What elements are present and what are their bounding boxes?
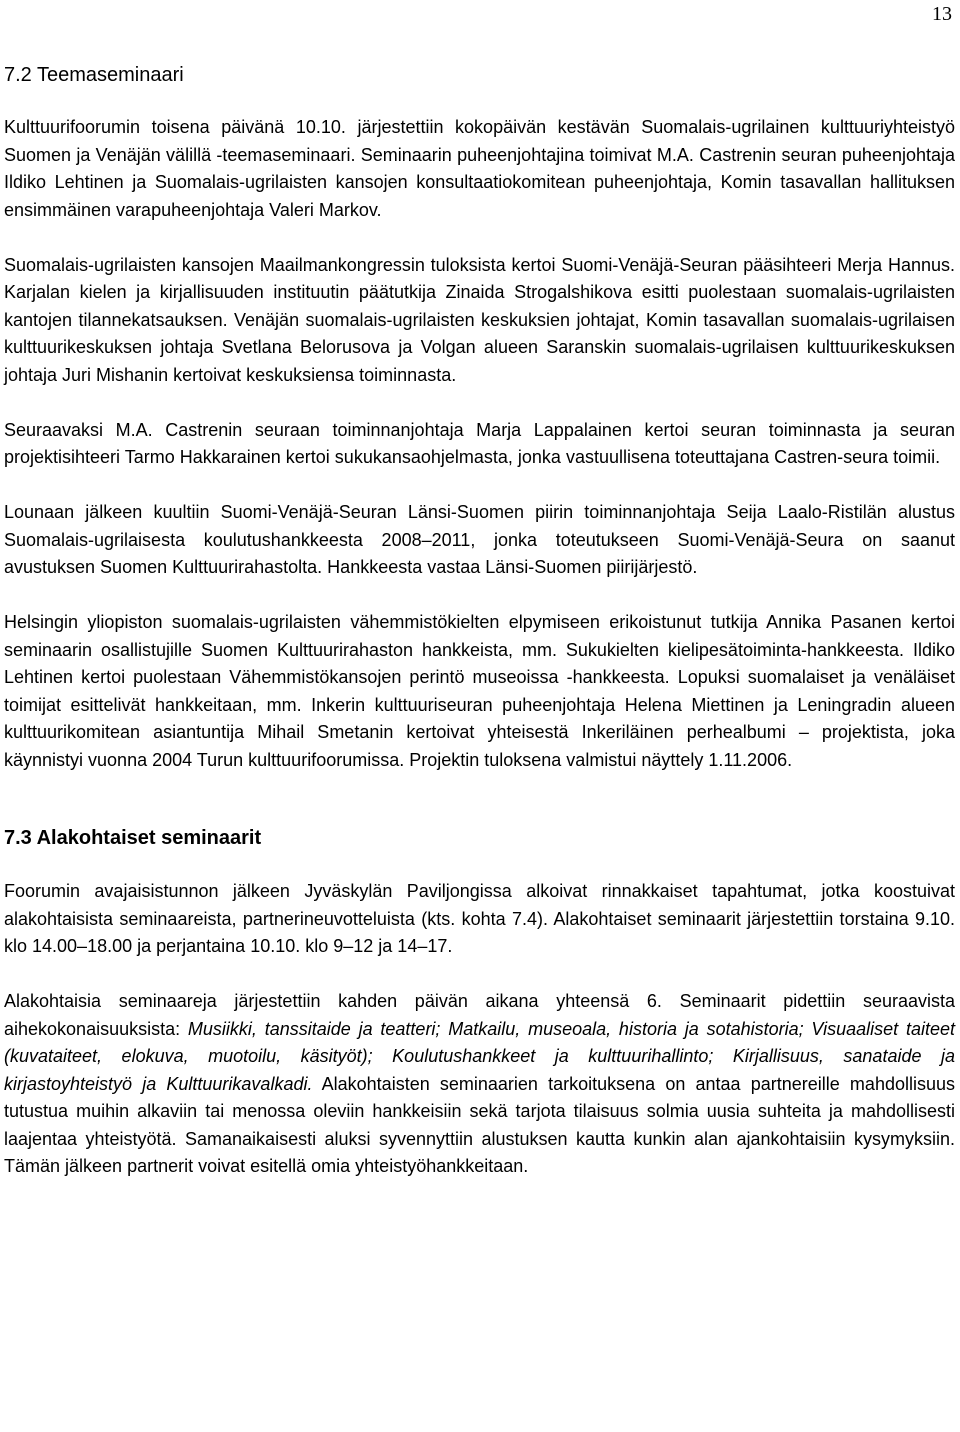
section-heading-7-3: 7.3 Alakohtaiset seminaarit — [4, 827, 262, 849]
seminar-topics: Musiikki, tanssitaide ja teatteri; Matkailu, museoala, historia ja sotahistoria; Visuaaliset taiteet (kuvataiteet, elokuva, muotoilu, käsityöt); Koulutushankkeet ja kulttuurihallinto; Kirjallisuus, sanataide ja kirjastoyhteistyö ja Kulttuurikavalkadi. — [4, 1018, 955, 1094]
paragraph: Helsingin yliopiston suomalais-ugrilaisten vähemmistökielten elpymiseen erikoistunut tutkija Annika Pasanen kertoi seminaarin osallistujille Suomen Kulttuurirahaston hankkeista, mm. Sukukielten kielipesätoiminta-hankkeesta. Ildiko Lehtinen kertoi puolestaan Vähemmistökansojen perintö museoissa -hankkeesta. Lopuksi suomalaiset ja venäläiset toimijat esittelivät hankkeitaan, mm. Inkerin kulttuuriseuran puheenjohtaja Helena Miettinen ja Leningradin alueen kulttuurikomitean asiantuntija Mihail Smetanin kertoivat yhteisestä Inkeriläinen perhealbumi – projektista, joka käynnistyi vuonna 2004 Turun kulttuurifoorumissa. Projektin tuloksena valmistui näyttely 1.11.2006. — [4, 612, 955, 770]
paragraph: Foorumin avajaisistunnon jälkeen Jyväskylän Paviljongissa alkoivat rinnakkaiset tapahtumat, jotka koostuivat alakohtaisista seminaareista, partnerineuvotteluista (kts. kohta 7.4). Alakohtaiset seminaarit järjestettiin torstaina 9.10. klo 14.00–18.00 ja perjantaina 10.10. klo 9–12 ja 14–17. — [4, 881, 955, 956]
paragraph-text: Alakohtaisten seminaarien tarkoituksena on antaa partnereille mahdollisuus tutustua muihin alkaviin tai menossa oleviin hankkeisiin sekä tarjota tilaisuus solmia uusia suhteita ja mahdollisesti laajentaa yhteistyötä. Samanaikaisesti aluksi syvennyttiin alustuksen kautta kunkin alan ajankohtaisiin kysymyksiin. Tämän jälkeen partnerit voivat esitellä omia yhteistyöhankkeitaan. — [4, 1073, 955, 1176]
page-content — [4, 60, 955, 1181]
paragraph: Suomalais-ugrilaisten kansojen Maailmankongressin tuloksista kertoi Suomi-Venäjä-Seuran pääsihteeri Merja Hannus. Karjalan kielen ja kirjallisuuden instituutin päätutkija Zinaida Strogalshikova esitti puolestaan suomalais-ugrilaisten kantojen tilannekatsauksen. Venäjän suomalais-ugrilaisten keskuksien johtajat, Komin tasavallan suomalais-ugrilaisen kulttuurikeskuksen johtaja Svetlana Belorusova ja Volgan alueen Saranskin suomalais-ugrilaisen kulttuurikeskuksen johtaja Juri Mishanin kertoivat keskuksiensa toiminnasta. — [4, 254, 955, 385]
paragraph — [4, 988, 955, 1181]
page-number: 13 — [932, 3, 952, 25]
paragraph: Kulttuurifoorumin toisena päivänä 10.10. järjestettiin kokopäivän kestävän Suomalais-ugrilainen kulttuuriyhteistyö Suomen ja Venäjän välillä -teemaseminaari. Seminaarin puheenjohtajina toimivat M.A. Castrenin seuran puheenjohtaja Ildiko Lehtinen ja Suomalais-ugrilaisten kansojen konsultaatiokomitean puheenjohtaja, Komin tasavallan hallituksen ensimmäinen varapuheenjohtaja Valeri Markov. — [4, 117, 955, 220]
paragraph: Seuraavaksi M.A. Castrenin seuraan toiminnanjohtaja Marja Lappalainen kertoi seuran toiminnasta ja seuran projektisihteeri Tarmo Hakkarainen kertoi sukukansaohjelmasta, jonka vastuullisena toteuttajana Castren-seura toimii. — [4, 419, 955, 467]
section-heading-7-2: 7.2 Teemaseminaari — [4, 64, 184, 86]
paragraph-text: Alakohtaisia seminaareja järjestettiin kahden päivän aikana yhteensä 6. Seminaarit pidettiin seuraavista aihekokonaisuuksista: — [4, 991, 955, 1039]
paragraph: Lounaan jälkeen kuultiin Suomi-Venäjä-Seuran Länsi-Suomen piirin toiminnanjohtaja Seija Laalo-Ristilän alustus Suomalais-ugrilaisesta koulutushankkeesta 2008–2011, jonka toteutukseen Suomi-Venäjä-Seura on saanut avustuksen Suomen Kulttuurirahastolta. Hankkeesta vastaa Länsi-Suomen piirijärjestö. — [4, 502, 955, 577]
